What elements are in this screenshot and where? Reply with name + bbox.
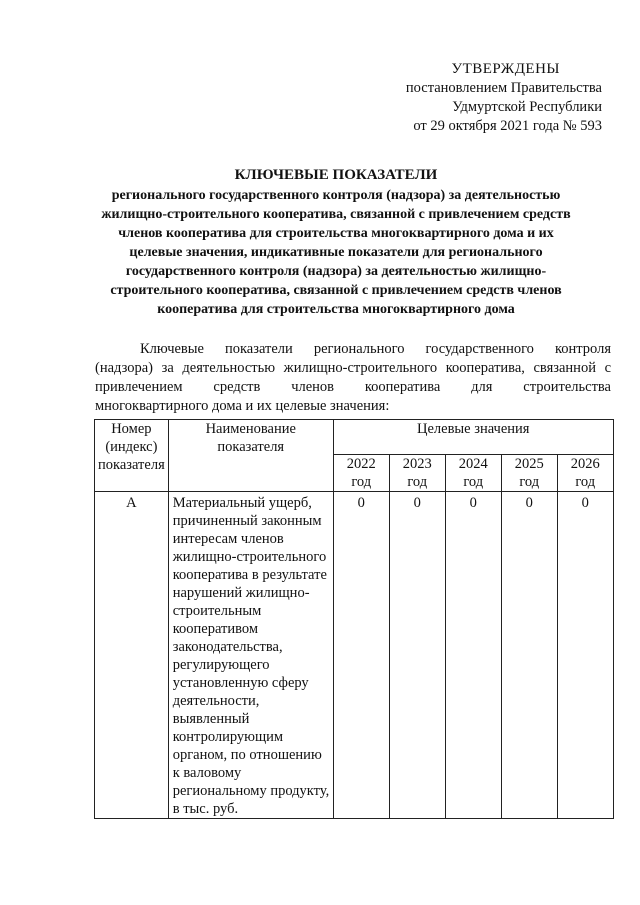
row-name: Материальный ущерб, причиненный законным интересам членов жилищно-строительного кооператива в результате нарушений жилищно-строительным кооперативом законодательства, регулирующего установленную сферу деятельности, выявленный контролирующим органом, по отношению к валовому региональному продукту, в тыс. руб. — [168, 492, 333, 819]
table-row — [95, 492, 614, 819]
header-year-2025: 2025 год — [501, 455, 557, 492]
title-line-4: целевые значения, индикативные показатели для регионального — [129, 245, 543, 260]
approval-heading: УТВЕРЖДЕНЫ — [451, 61, 560, 77]
header-number: Номер (индекс) показателя — [95, 420, 169, 492]
row-value-2025: 0 — [501, 492, 557, 819]
header-year-2023: 2023 год — [389, 455, 445, 492]
row-value-2024: 0 — [445, 492, 501, 819]
title-line-6: строительного кооператива, связанной с привлечением средств членов — [110, 283, 562, 298]
title-line-2: жилищно-строительного кооператива, связанной с привлечением средств — [101, 207, 571, 222]
header-year-2022: 2022 год — [333, 455, 389, 492]
row-value-2023: 0 — [389, 492, 445, 819]
intro-line-4: многоквартирного дома и их целевые значения: — [95, 398, 390, 414]
approval-line-3: от 29 октября 2021 года № 593 — [413, 118, 602, 134]
title-main: КЛЮЧЕВЫЕ ПОКАЗАТЕЛИ — [234, 167, 438, 183]
row-value-2022: 0 — [333, 492, 389, 819]
title-line-5: государственного контроля (надзора) за деятельностью жилищно- — [125, 264, 547, 279]
header-year-2024: 2024 год — [445, 455, 501, 492]
approval-line-2: Удмуртской Республики — [452, 99, 602, 115]
approval-line-1: постановлением Правительства — [405, 80, 602, 96]
header-targets: Целевые значения — [333, 420, 613, 455]
intro-line-2: (надзора) за деятельностью жилищно-строительного кооператива, связанной с — [95, 360, 611, 376]
header-year-2026: 2026 год — [557, 455, 613, 492]
title-line-1: регионального государственного контроля (надзора) за деятельностью — [111, 188, 561, 203]
approval-block — [362, 60, 602, 136]
intro-paragraph — [95, 340, 611, 416]
row-index: А — [95, 492, 169, 819]
header-name: Наименование показателя — [168, 420, 333, 492]
title-line-7: кооператива для строительства многоквартирного дома — [157, 302, 515, 317]
document-title — [86, 166, 586, 319]
indicators-table — [94, 419, 614, 819]
title-line-3: членов кооператива для строительства многоквартирного дома и их — [118, 226, 554, 241]
intro-line-1: Ключевые показатели регионального государственного контроля — [140, 341, 611, 357]
row-value-2026: 0 — [557, 492, 613, 819]
intro-line-3: привлечением средств членов кооператива для строительства — [95, 379, 611, 395]
